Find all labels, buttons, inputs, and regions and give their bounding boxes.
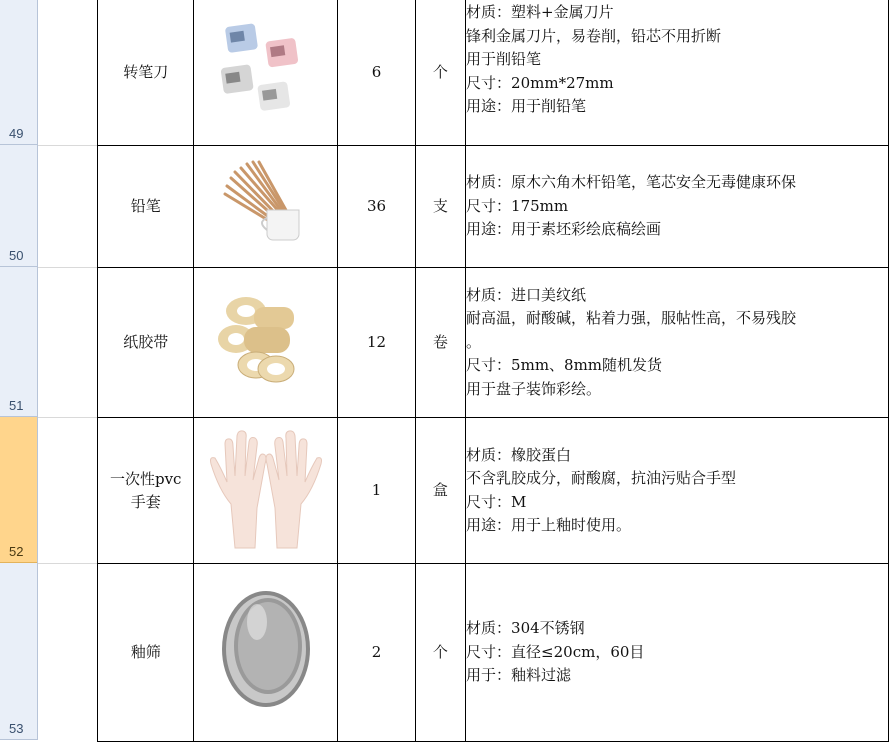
gridline [38, 145, 97, 146]
quantity-cell[interactable] [338, 564, 416, 742]
row-number: 51 [9, 398, 24, 413]
quantity-cell[interactable] [338, 418, 416, 564]
description-line: 尺寸：直径≤20cm，60目 [466, 642, 645, 661]
description-line: 用于削铅笔 [466, 50, 542, 68]
masking-tape-rolls-icon [216, 289, 316, 389]
glaze-sieve-icon [211, 584, 321, 714]
empty-column[interactable] [38, 0, 97, 740]
description-line: 锋利金属刀片，易卷削，铅芯不用折断 [466, 26, 722, 45]
row-header-column [0, 0, 38, 740]
row-number: 52 [9, 544, 24, 559]
unit: 个 [432, 643, 448, 661]
quantity: 6 [371, 63, 382, 81]
item-image-cell[interactable] [194, 0, 338, 146]
unit: 支 [432, 197, 448, 215]
unit-cell[interactable] [415, 146, 465, 268]
row-number: 50 [9, 248, 24, 263]
gridline [38, 417, 97, 418]
item-name: 釉筛 [130, 643, 161, 661]
description-line: 材质：304不锈钢 [466, 619, 585, 638]
unit-cell[interactable] [415, 268, 465, 418]
item-name: 手套 [130, 492, 161, 511]
row-header-52[interactable] [0, 417, 37, 563]
quantity-cell[interactable] [338, 146, 416, 268]
description-cell[interactable] [466, 146, 889, 268]
pencil-sharpener-icon [211, 14, 321, 124]
row-header-49[interactable] [0, 0, 37, 145]
table-row [98, 564, 889, 742]
description-line: 。 [466, 332, 482, 351]
description-line: 用于：釉料过滤 [466, 666, 572, 685]
quantity: 2 [371, 643, 382, 661]
description-line: 用途：用于上釉时使用。 [466, 516, 632, 534]
description-cell[interactable] [466, 268, 889, 418]
table-row [98, 268, 889, 418]
row-header-51[interactable] [0, 267, 37, 417]
unit: 卷 [432, 333, 448, 351]
unit-cell[interactable] [415, 564, 465, 742]
quantity: 36 [366, 197, 387, 215]
unit-cell[interactable] [415, 418, 465, 564]
description-cell[interactable] [466, 418, 889, 564]
item-name: 铅笔 [130, 197, 161, 215]
item-name: 一次性pvc [109, 469, 182, 488]
item-name-cell[interactable] [98, 146, 194, 268]
description-line: 用途：用于削铅笔 [466, 97, 587, 115]
item-image-cell[interactable] [194, 564, 338, 742]
row-number: 53 [9, 721, 24, 736]
unit-cell[interactable] [415, 0, 465, 146]
item-name: 纸胶带 [123, 333, 169, 351]
unit: 个 [432, 63, 448, 81]
table-row [98, 418, 889, 564]
description-line: 材质：进口美纹纸 [466, 285, 587, 304]
quantity: 12 [366, 333, 387, 351]
description-line: 尺寸：M [466, 492, 527, 511]
description-cell[interactable] [466, 564, 889, 742]
description-line: 材质：塑料+金属刀片 [466, 3, 614, 21]
item-name-cell[interactable] [98, 418, 194, 564]
description-line: 不含乳胶成分，耐酸腐，抗油污贴合手型 [466, 469, 737, 487]
unit: 盒 [432, 481, 448, 499]
quantity-cell[interactable] [338, 0, 416, 146]
table-row [98, 146, 889, 268]
description-cell[interactable] [466, 0, 889, 146]
row-number: 49 [9, 126, 24, 141]
description-line: 尺寸：175mm [466, 196, 569, 215]
item-name-cell[interactable] [98, 564, 194, 742]
description-line: 尺寸：5mm、8mm随机发货 [466, 356, 663, 375]
description-line: 材质：原木六角木杆铅笔，笔芯安全无毒健康环保 [466, 173, 797, 192]
item-name-cell[interactable] [98, 0, 194, 146]
description-line: 用途：用于素坯彩绘底稿绘画 [466, 220, 662, 239]
description-line: 用于盘子装饰彩绘。 [466, 379, 602, 398]
product-table [97, 0, 889, 742]
description-line: 耐高温，耐酸碱，粘着力强，服帖性高，不易残胶 [466, 309, 797, 328]
quantity-cell[interactable] [338, 268, 416, 418]
item-name: 转笔刀 [123, 63, 169, 81]
item-image-cell[interactable] [194, 418, 338, 564]
table-row [98, 0, 889, 146]
pencils-in-cup-icon [221, 158, 311, 248]
row-header-53[interactable] [0, 563, 37, 740]
gridline [38, 267, 97, 268]
item-name-cell[interactable] [98, 268, 194, 418]
quantity: 1 [371, 481, 382, 499]
description-line: 材质：橡胶蛋白 [466, 445, 572, 464]
row-header-50[interactable] [0, 145, 37, 267]
item-image-cell[interactable] [194, 268, 338, 418]
description-line: 尺寸：20mm*27mm [466, 73, 614, 92]
disposable-gloves-icon [201, 424, 331, 550]
gridline [38, 563, 97, 564]
item-image-cell[interactable] [194, 146, 338, 268]
